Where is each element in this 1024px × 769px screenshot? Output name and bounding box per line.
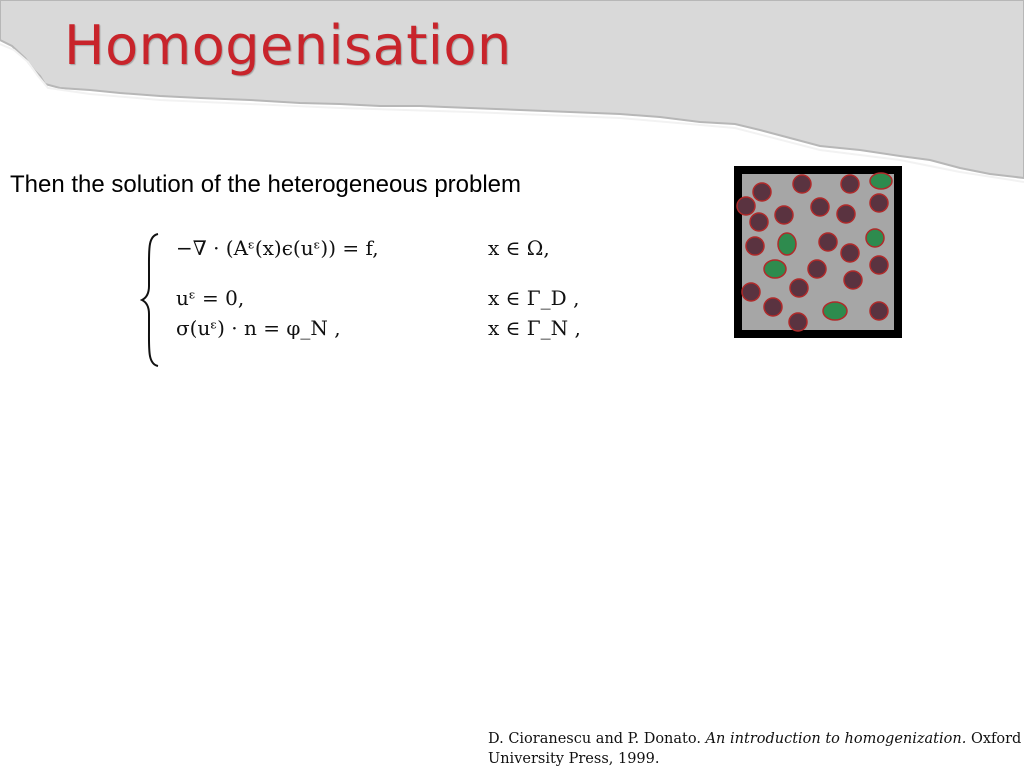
citation-publisher: Oxford University Press, 1999. <box>488 731 1022 767</box>
equation-system <box>140 230 600 370</box>
citation-book-title: An introduction to homogenization. <box>705 731 967 747</box>
citation <box>488 729 1022 769</box>
intro-text: Then the solution of the heterogeneous problem <box>10 171 522 198</box>
left-brace <box>140 230 164 370</box>
neumann-condition: x ∈ Γ_N , <box>488 316 581 340</box>
neumann-equation: σ(uᵋ) · n = φ_N , <box>176 316 341 340</box>
slide-title: Homogenisation <box>64 14 512 77</box>
dirichlet-condition: x ∈ Γ_D , <box>488 286 580 310</box>
pde-equation: −∇ · (Aᵋ(x)ϵ(uᵋ)) = f, <box>176 236 379 260</box>
citation-authors: D. Cioranescu and P. Donato. <box>488 731 701 747</box>
dirichlet-equation: uᵋ = 0, <box>176 286 245 310</box>
domain-condition: x ∈ Ω, <box>488 236 550 260</box>
microstructure-illustration <box>734 166 902 338</box>
